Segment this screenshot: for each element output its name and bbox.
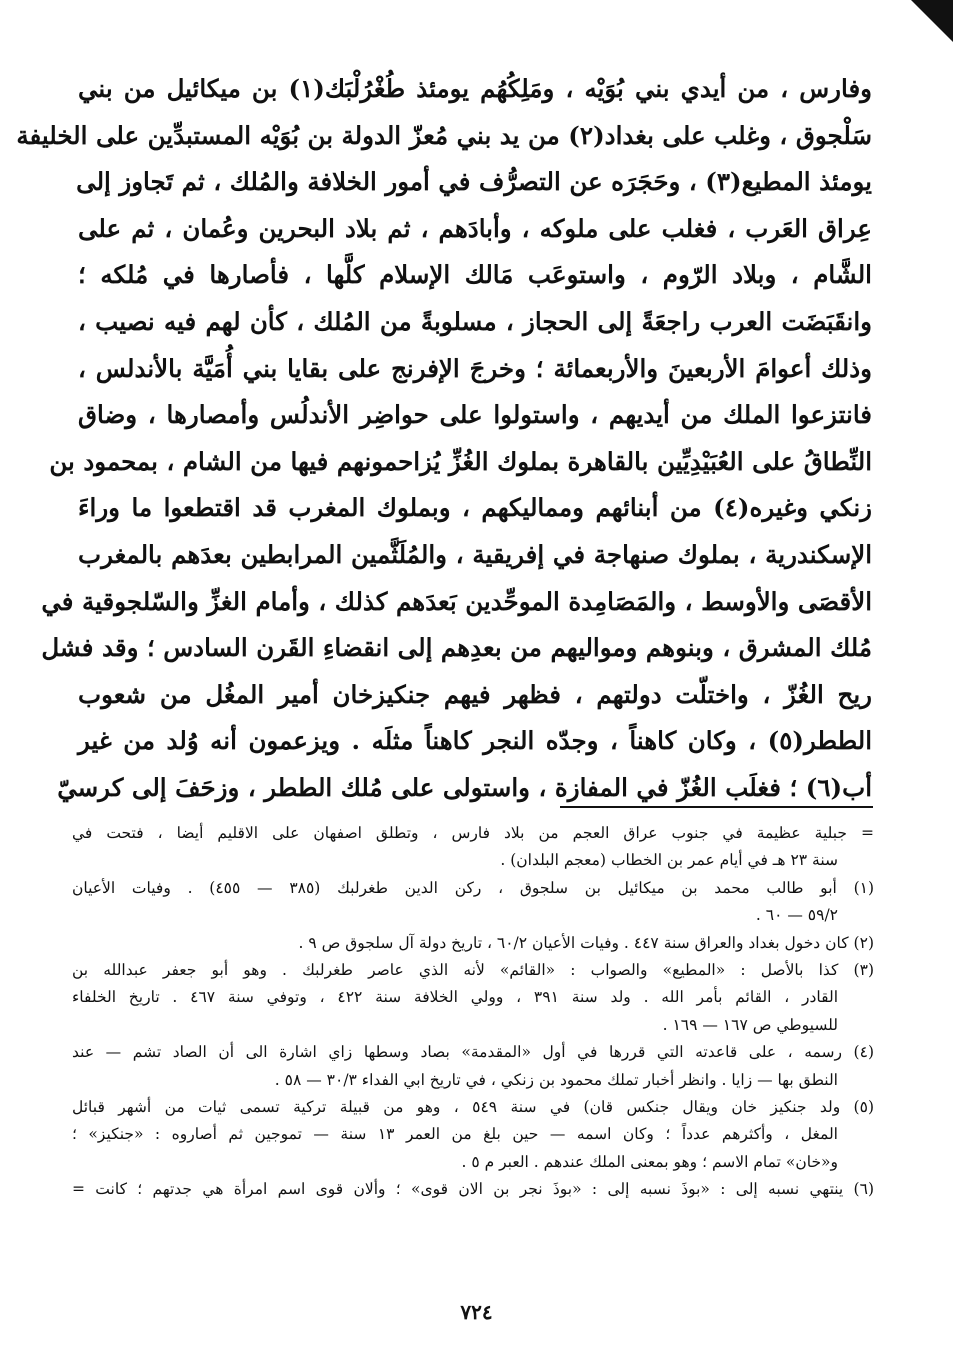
footnote-line: القادر ، القائم بأمر الله . ولد سنة ٣٩١ ، وولي الخلافة سنة ٤٢٢ ، وتوفي سنة ٤٦٧ . تاريخ الخلفاء bbox=[72, 988, 839, 1007]
footnote-separator bbox=[560, 806, 873, 808]
footnote-line: النطق بها — زايا . وانظر أخبار تملك محمود بن زنكي ، في تاريخ ابي الفداء ٣٠/٣ — ٥٨ . bbox=[274, 1070, 838, 1089]
footnote-line: (٢) كان دخول بغداد والعراق سنة ٤٤٧ . وفيات الأعيان ٦٠/٢ ، تاريخ دولة آل سلجوق ص ٩ . bbox=[298, 933, 874, 952]
main-text bbox=[16, 66, 872, 812]
footnote-line: (٥) ولد جنكيز خان ويقال جنكس قان) في سنة ٥٤٩ ، وهو من قبيلة تركية تسمى ثيات من أشهر قبائل bbox=[72, 1097, 874, 1116]
body-line-16: أب(٦) ؛ فغلَب الغُزّ في المفازة ، واستولى على مُلك الططر ، وزحَفَ إلى كرسيّ bbox=[57, 772, 872, 802]
body-line-11: الإسكندرية ، بملوك صنهاجة في إفريقية ، والمُلَثَّمين المرابطين بعدَهم بالمغرب bbox=[78, 539, 872, 569]
body-line-4: عِراق العَرب ، فغلب على ملوكه ، وأبادَهم ، ثم بلاد البحرين وعُمان ، ثم على bbox=[78, 213, 872, 243]
body-line-13: مُلك المشرق ، وبنوهم ومواليهم من بعدِهم إلى انقضاءِ القَرن السادس ؛ وقد فشل bbox=[41, 633, 872, 663]
footnote-line: ٥٩/٢ — ٦٠ . bbox=[755, 906, 838, 925]
body-line-14: ريح الغُزّ ، واختلّت دولتهم ، فظهر فيهم جنكيزخان أمير المغُل من شعوب bbox=[78, 679, 872, 709]
body-line-12: الأقصَى والأوسط ، والمَصَامِدة الموحِّدين بَعدَهم كذلك ، وأمام الغزِّ والسّلجوقية في bbox=[41, 586, 872, 616]
footnote-line: سنة ٢٣ هـ في أيام عمر بن الخطاب (معجم البلدان) . bbox=[500, 851, 838, 870]
footnote-line: (١) أبو طالب محمد بن ميكائيل بن سلجوق ، ركن الدين طغرلبك (٣٨٥ — ٤٥٥) . وفيات الأعيان bbox=[72, 878, 875, 897]
body-line-1: وفارس ، من أيدي بني بُوَيْه ، ومَلِكُهُم يومئذ طُغْرُلْبَك(١) بن ميكائيل من بني bbox=[78, 74, 872, 103]
body-line-7: وذلك أعوامَ الأربعينَ والأربعمائة ؛ وخرجَ الإفرنج على بقايا بني أُمَيَّة بالأندلس ، bbox=[78, 353, 872, 383]
footnote-line: = جبلية عظيمة في جنوب عراق العجم من بلاد فارس ، وتطلق اصفهان على الاقليم أيضا ، فتحت في bbox=[72, 824, 874, 842]
body-line-10: زنكي وغيره(٤) من أبنائهم ومماليكهم ، وبملوك المغرب قد اقتطعوا ما وراءَ bbox=[78, 493, 872, 523]
footnote-line: (٣) كذا بالأصل : «المطيع» والصواب : «القائم» لأنه الذي عاصر طغرلبك . وهو أبو جعفر عبدالله بن bbox=[72, 960, 874, 979]
body-line-3: يومئذ المطيع(٣) ، وحَجَرَه عن التصرُّف في أمور الخلافة والمُلك ، ثم تَجاوز إلى bbox=[76, 167, 872, 197]
footnote-line: و«خان» تمام الاسم ؛ وهو بمعنى الملك عندهم . العبر م ٥ . bbox=[461, 1152, 838, 1171]
page-number: ٧٢٤ bbox=[460, 1300, 493, 1324]
footnote-line: (٤) رسمه ، على قاعدته التي قررها في أول «المقدمة» بصاد وسطها زاي اشارة الى أن الصاد تشم — عند bbox=[72, 1043, 874, 1062]
corner-mark bbox=[911, 0, 953, 42]
footnotes bbox=[72, 820, 874, 1203]
footnote-line: (٦) ينتهي نسبه إلى : «بوذَ نسبه إلى : «بوذَ نجر بن الان قوى» ؛ وألان قوى اسم امرأة هي جدتهم ؛ كانت = bbox=[72, 1180, 874, 1199]
body-line-2: سَلْجوق ، وغلب على بغداد(٢) من يد بني مُعزّ الدولة بن بُوَيْه المستبدِّين على الخليفة bbox=[16, 120, 872, 150]
body-line-15: الططر(٥) ، وكان كاهناً ، وجدّه النجر كاهناً مثلَه . ويزعمون أنه وُلد من غير bbox=[78, 726, 872, 756]
footnote-line: للسيوطي ص ١٦٧ — ١٦٩ . bbox=[662, 1015, 838, 1034]
footnote-line: المغل ، وأكثرهم عدداً ؛ وكان اسمه — حين بلغ من العمر ١٣ سنة — تموجين ثم أصاروه : «جنكيز» ؛ bbox=[72, 1125, 838, 1144]
body-line-6: وانقَبَضَت العرب راجعَةً إلى الحجاز ، مسلوبةً من المُلك ، كأن لهم فيه نصيب ، bbox=[78, 306, 872, 336]
body-line-5: الشَّام ، وبلاد الرّوم ، واستوعَب مَالك الإسلام كلَّها ، فأصارها في مُلكه ؛ bbox=[78, 260, 872, 290]
body-line-9: النِّطاقُ على العُبَيْدِيِّين بالقاهرة بملوك الغُزِّ يُزاحمونهم فيها من الشام ، بمحمود بن bbox=[49, 446, 872, 476]
body-line-8: فانتزعوا الملك من أيديهم ، واستولوا على حواضِر الأندلُس وأمصارها ، وضاق bbox=[78, 400, 872, 430]
